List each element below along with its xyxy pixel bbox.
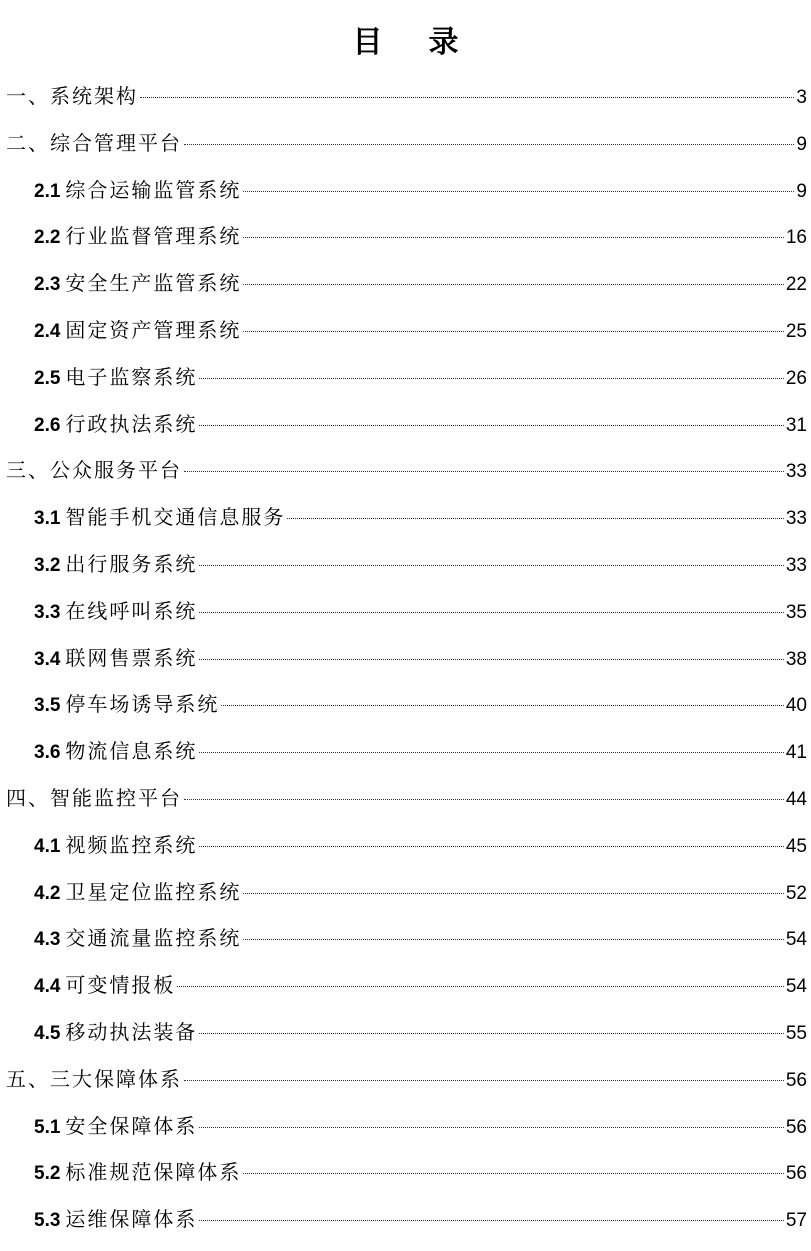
toc-section-entry[interactable] bbox=[0, 915, 811, 962]
toc-entry-page-number: 57 bbox=[785, 1210, 807, 1232]
toc-entry-page-number: 9 bbox=[796, 133, 807, 155]
toc-entry-number: 2.6 bbox=[34, 414, 61, 436]
toc-entry-page-number: 33 bbox=[785, 554, 807, 576]
toc-entry-label bbox=[6, 447, 182, 494]
toc-entry-title: 行政执法系统 bbox=[65, 411, 198, 436]
toc-entry-title: 智能手机交通信息服务 bbox=[65, 505, 286, 530]
toc-entry-title: 固定资产管理系统 bbox=[65, 317, 242, 342]
toc-entry-number: 3.1 bbox=[34, 508, 61, 530]
toc-entry-title: 停车场诱导系统 bbox=[65, 692, 220, 717]
toc-section-entry[interactable] bbox=[0, 728, 811, 775]
toc-list bbox=[0, 73, 811, 1243]
toc-entry-number: 4.2 bbox=[34, 882, 61, 904]
toc-section-entry[interactable] bbox=[0, 1149, 811, 1196]
toc-dot-leader bbox=[140, 97, 794, 98]
toc-entry-title: 出行服务系统 bbox=[65, 551, 198, 576]
toc-entry-page-number: 41 bbox=[785, 742, 807, 764]
toc-section-entry[interactable] bbox=[0, 1009, 811, 1056]
toc-entry-label bbox=[34, 822, 197, 871]
toc-section-entry[interactable] bbox=[0, 260, 811, 307]
toc-entry-title: 行业监督管理系统 bbox=[65, 224, 242, 249]
toc-title-char-2: 录 bbox=[428, 25, 459, 60]
toc-entry-label bbox=[6, 120, 182, 167]
toc-dot-leader bbox=[199, 1127, 783, 1128]
toc-section-entry[interactable] bbox=[0, 307, 811, 354]
toc-entry-number: 3.3 bbox=[34, 601, 61, 623]
toc-entry-label bbox=[34, 307, 241, 356]
toc-entry-number: 4.3 bbox=[34, 929, 61, 951]
toc-entry-label bbox=[34, 541, 197, 590]
toc-entry-page-number: 40 bbox=[785, 695, 807, 717]
toc-entry-label bbox=[34, 1103, 197, 1152]
toc-section-entry[interactable] bbox=[0, 822, 811, 869]
toc-section-entry[interactable] bbox=[0, 1103, 811, 1150]
toc-dot-leader bbox=[199, 565, 783, 566]
toc-dot-leader bbox=[243, 237, 783, 238]
toc-entry-number: 4.5 bbox=[34, 1022, 61, 1044]
toc-entry-label bbox=[34, 588, 197, 637]
toc-chapter-entry[interactable] bbox=[0, 1056, 811, 1103]
toc-entry-page-number: 55 bbox=[785, 1022, 807, 1044]
toc-entry-title: 运维保障体系 bbox=[65, 1207, 198, 1232]
toc-entry-page-number: 54 bbox=[785, 929, 807, 951]
toc-entry-number: 5.2 bbox=[34, 1163, 61, 1185]
toc-entry-title: 标准规范保障体系 bbox=[65, 1160, 242, 1185]
toc-dot-leader bbox=[199, 425, 783, 426]
toc-entry-page-number: 52 bbox=[785, 882, 807, 904]
toc-entry-number: 3.4 bbox=[34, 648, 61, 670]
toc-entry-title: 安全生产监管系统 bbox=[65, 271, 242, 296]
toc-entry-title: 联网售票系统 bbox=[65, 645, 198, 670]
toc-dot-leader bbox=[287, 518, 783, 519]
toc-entry-number: 5.1 bbox=[34, 1116, 61, 1138]
toc-section-entry[interactable] bbox=[0, 213, 811, 260]
toc-entry-number: 3.2 bbox=[34, 554, 61, 576]
toc-entry-label bbox=[34, 260, 241, 309]
toc-entry-title: 四、智能监控平台 bbox=[6, 785, 182, 810]
toc-entry-label bbox=[34, 494, 285, 543]
toc-entry-label bbox=[34, 1009, 197, 1058]
toc-entry-label bbox=[34, 354, 197, 403]
toc-entry-label bbox=[34, 401, 197, 450]
toc-entry-title: 视频监控系统 bbox=[65, 832, 198, 857]
toc-entry-page-number: 56 bbox=[785, 1163, 807, 1185]
toc-entry-title: 二、综合管理平台 bbox=[6, 130, 182, 155]
toc-title bbox=[0, 20, 811, 66]
toc-entry-page-number: 16 bbox=[785, 227, 807, 249]
toc-entry-title: 一、系统架构 bbox=[6, 84, 138, 108]
toc-entry-title: 物流信息系统 bbox=[65, 739, 198, 764]
toc-dot-leader bbox=[221, 705, 783, 706]
toc-entry-page-number: 33 bbox=[785, 508, 807, 530]
toc-dot-leader bbox=[184, 144, 794, 145]
toc-entry-title: 三、公众服务平台 bbox=[6, 458, 182, 483]
toc-dot-leader bbox=[243, 939, 783, 940]
toc-entry-title: 五、三大保障体系 bbox=[6, 1066, 182, 1091]
toc-dot-leader bbox=[184, 1080, 784, 1081]
toc-entry-page-number: 9 bbox=[796, 180, 807, 202]
toc-entry-title: 交通流量监控系统 bbox=[65, 926, 242, 951]
toc-dot-leader bbox=[243, 331, 783, 332]
toc-dot-leader bbox=[199, 378, 783, 379]
toc-section-entry[interactable] bbox=[0, 962, 811, 1009]
toc-entry-page-number: 33 bbox=[785, 461, 807, 483]
toc-dot-leader bbox=[199, 1033, 783, 1034]
toc-dot-leader bbox=[243, 284, 783, 285]
toc-entry-title: 可变情报板 bbox=[65, 973, 176, 998]
toc-section-entry[interactable] bbox=[0, 869, 811, 916]
toc-chapter-entry[interactable] bbox=[0, 447, 811, 494]
toc-section-entry[interactable] bbox=[0, 401, 811, 448]
toc-dot-leader bbox=[199, 612, 783, 613]
toc-entry-page-number: 56 bbox=[785, 1116, 807, 1138]
toc-chapter-entry[interactable] bbox=[0, 120, 811, 167]
toc-entry-title: 电子监察系统 bbox=[65, 364, 198, 389]
toc-entry-title: 综合运输监管系统 bbox=[65, 177, 242, 202]
toc-dot-leader bbox=[177, 986, 783, 987]
toc-entry-number: 4.1 bbox=[34, 835, 61, 857]
toc-dot-leader bbox=[243, 893, 783, 894]
toc-entry-label bbox=[6, 73, 138, 120]
toc-entry-number: 2.2 bbox=[34, 227, 61, 249]
toc-entry-title: 在线呼叫系统 bbox=[65, 598, 198, 623]
toc-section-entry[interactable] bbox=[0, 354, 811, 401]
toc-dot-leader bbox=[243, 1173, 783, 1174]
toc-section-entry[interactable] bbox=[0, 588, 811, 635]
toc-section-entry[interactable] bbox=[0, 1196, 811, 1243]
toc-entry-number: 2.4 bbox=[34, 320, 61, 342]
toc-section-entry[interactable] bbox=[0, 635, 811, 682]
toc-dot-leader bbox=[243, 191, 794, 192]
toc-entry-number: 5.3 bbox=[34, 1210, 61, 1232]
toc-entry-label bbox=[6, 1056, 182, 1103]
toc-entry-number: 2.3 bbox=[34, 274, 61, 296]
toc-entry-label bbox=[34, 915, 241, 964]
toc-section-entry[interactable] bbox=[0, 167, 811, 214]
toc-entry-label bbox=[34, 681, 219, 730]
toc-dot-leader bbox=[199, 1220, 783, 1221]
toc-entry-page-number: 56 bbox=[785, 1069, 807, 1091]
toc-entry-page-number: 22 bbox=[785, 274, 807, 296]
toc-entry-label bbox=[34, 1149, 241, 1198]
toc-entry-page-number: 45 bbox=[785, 835, 807, 857]
toc-entry-number: 2.5 bbox=[34, 367, 61, 389]
toc-entry-page-number: 44 bbox=[785, 788, 807, 810]
toc-entry-label bbox=[34, 167, 241, 216]
toc-entry-page-number: 38 bbox=[785, 648, 807, 670]
toc-entry-label bbox=[6, 775, 182, 822]
toc-section-entry[interactable] bbox=[0, 494, 811, 541]
toc-section-entry[interactable] bbox=[0, 541, 811, 588]
toc-entry-label bbox=[34, 635, 197, 684]
toc-entry-page-number: 54 bbox=[785, 976, 807, 998]
toc-entry-page-number: 3 bbox=[796, 87, 807, 108]
toc-entry-number: 4.4 bbox=[34, 976, 61, 998]
toc-chapter-entry[interactable] bbox=[0, 73, 811, 120]
toc-dot-leader bbox=[199, 659, 783, 660]
toc-section-entry[interactable] bbox=[0, 681, 811, 728]
toc-entry-page-number: 31 bbox=[785, 414, 807, 436]
toc-entry-label bbox=[34, 962, 175, 1011]
toc-dot-leader bbox=[184, 471, 784, 472]
toc-entry-page-number: 25 bbox=[785, 320, 807, 342]
toc-dot-leader bbox=[184, 799, 784, 800]
toc-entry-title: 移动执法装备 bbox=[65, 1019, 198, 1044]
toc-dot-leader bbox=[199, 752, 783, 753]
toc-entry-label bbox=[34, 728, 197, 777]
toc-entry-title: 安全保障体系 bbox=[65, 1113, 198, 1138]
toc-entry-label bbox=[34, 869, 241, 918]
toc-entry-label bbox=[34, 213, 241, 262]
toc-dot-leader bbox=[199, 846, 783, 847]
toc-entry-number: 2.1 bbox=[34, 180, 61, 202]
toc-chapter-entry[interactable] bbox=[0, 775, 811, 822]
toc-entry-label bbox=[34, 1196, 197, 1245]
toc-title-char-1: 目 bbox=[352, 25, 383, 60]
toc-entry-page-number: 26 bbox=[785, 367, 807, 389]
toc-entry-page-number: 35 bbox=[785, 601, 807, 623]
toc-entry-number: 3.5 bbox=[34, 695, 61, 717]
toc-entry-number: 3.6 bbox=[34, 742, 61, 764]
toc-entry-title: 卫星定位监控系统 bbox=[65, 879, 242, 904]
